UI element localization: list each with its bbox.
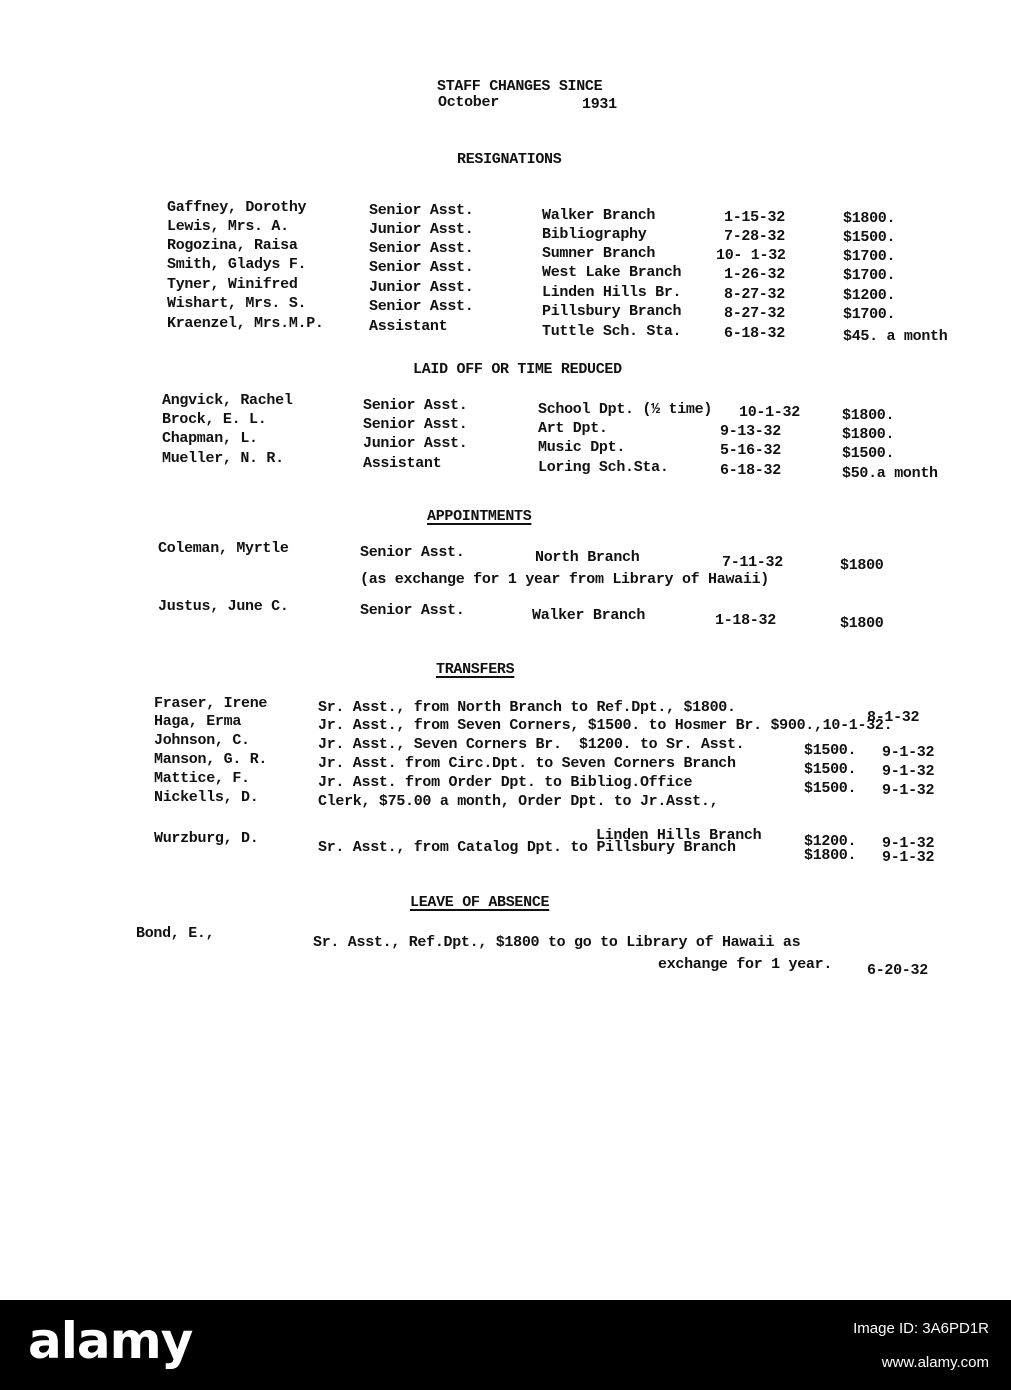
transfer-details: Jr. Asst. from Order Dpt. to Bibliog.Office <box>318 774 693 791</box>
transfer-salary: $1500. <box>804 780 857 797</box>
laid-off-salary: $1800. <box>842 426 895 443</box>
transfer-date: 8-1-32 <box>867 709 920 726</box>
resignation-date: 6-18-32 <box>724 325 785 342</box>
laid-off-department: School Dpt. (½ time) <box>538 401 713 418</box>
resignation-name: Smith, Gladys F. <box>167 256 307 273</box>
transfer-details: Jr. Asst., from Seven Corners, $1500. to Hosmer Br. $900.,10-1-32. <box>318 717 893 734</box>
laid-off-name: Mueller, N. R. <box>162 450 284 467</box>
leave-name: Bond, E., <box>136 925 215 942</box>
resignation-name: Kraenzel, Mrs.M.P. <box>167 315 324 332</box>
transfer-details: Linden Hills Branch <box>596 827 762 844</box>
transfer-salary: $1500. <box>804 742 857 759</box>
laid-off-department: Loring Sch.Sta. <box>538 459 669 476</box>
transfer-details: Clerk, $75.00 a month, Order Dpt. to Jr.Asst., <box>318 793 719 810</box>
appointment-position: Senior Asst. <box>360 544 465 561</box>
resignation-location: Pillsbury Branch <box>542 303 682 320</box>
heading-transfers: TRANSFERS <box>436 661 515 678</box>
resignation-location: West Lake Branch <box>542 264 682 281</box>
appointment-position: Senior Asst. <box>360 602 465 619</box>
laid-off-date: 10-1-32 <box>739 404 800 421</box>
resignation-salary: $1700. <box>843 267 896 284</box>
resignation-date: 10- 1-32 <box>716 247 786 264</box>
resignation-salary: $1700. <box>843 306 896 323</box>
transfer-salary: $1200. <box>804 833 857 850</box>
laid-off-salary: $50.a month <box>842 465 938 482</box>
laid-off-position: Senior Asst. <box>363 416 468 433</box>
transfer-date: 9-1-32 <box>882 835 935 852</box>
transfer-name: Mattice, F. <box>154 770 250 787</box>
appointment-salary: $1800 <box>840 615 884 632</box>
heading-laid-off: LAID OFF OR TIME REDUCED <box>413 361 622 378</box>
laid-off-salary: $1800. <box>842 407 895 424</box>
leave-line-2: exchange for 1 year. <box>658 956 833 973</box>
appointment-name: Coleman, Myrtle <box>158 540 289 557</box>
transfer-date: 9-1-32 <box>882 782 935 799</box>
transfer-date: 9-1-32 <box>882 849 935 866</box>
transfer-salary: $1500. <box>804 761 857 778</box>
transfer-date: 9-1-32 <box>882 744 935 761</box>
resignation-position: Junior Asst. <box>369 279 474 296</box>
heading-leave-of-absence: LEAVE OF ABSENCE <box>410 894 550 911</box>
stock-banner <box>0 1300 1011 1390</box>
resignation-salary: $45. a month <box>843 328 948 345</box>
resignation-date: 1-15-32 <box>724 209 785 226</box>
laid-off-date: 9-13-32 <box>720 423 781 440</box>
leave-line-1: Sr. Asst., Ref.Dpt., $1800 to go to Library of Hawaii as <box>313 934 801 951</box>
resignation-salary: $1700. <box>843 248 896 265</box>
laid-off-date: 5-16-32 <box>720 442 781 459</box>
resignation-date: 8-27-32 <box>724 286 785 303</box>
appointment-date: 7-11-32 <box>722 554 783 571</box>
leave-date: 6-20-32 <box>867 962 928 979</box>
title-month: October <box>438 94 499 111</box>
transfer-name: Fraser, Irene <box>154 695 268 712</box>
transfer-name: Nickells, D. <box>154 789 259 806</box>
laid-off-position: Senior Asst. <box>363 397 468 414</box>
resignation-name: Tyner, Winifred <box>167 276 298 293</box>
transfer-name: Haga, Erma <box>154 713 242 730</box>
resignation-location: Bibliography <box>542 226 647 243</box>
transfer-details: Sr. Asst., from Catalog Dpt. to Pillsbury Branch <box>318 839 736 856</box>
transfer-name: Johnson, C. <box>154 732 250 749</box>
resignation-position: Senior Asst. <box>369 202 474 219</box>
resignation-name: Gaffney, Dorothy <box>167 199 307 216</box>
transfer-name: Wurzburg, D. <box>154 830 259 847</box>
document-title: STAFF CHANGES SINCE <box>437 78 603 95</box>
laid-off-position: Assistant <box>363 455 442 472</box>
resignation-position: Senior Asst. <box>369 240 474 257</box>
resignation-position: Junior Asst. <box>369 221 474 238</box>
laid-off-name: Chapman, L. <box>162 430 258 447</box>
laid-off-date: 6-18-32 <box>720 462 781 479</box>
resignation-name: Rogozina, Raisa <box>167 237 298 254</box>
transfer-date: 9-1-32 <box>882 763 935 780</box>
resignation-position: Assistant <box>369 318 448 335</box>
appointment-branch: Walker Branch <box>532 607 646 624</box>
heading-appointments: APPOINTMENTS <box>427 508 532 525</box>
appointment-branch: North Branch <box>535 549 640 566</box>
laid-off-name: Angvick, Rachel <box>162 392 293 409</box>
heading-resignations: RESIGNATIONS <box>457 151 562 168</box>
alamy-logo: alamy <box>28 1312 193 1370</box>
resignation-location: Tuttle Sch. Sta. <box>542 323 682 340</box>
resignation-position: Senior Asst. <box>369 298 474 315</box>
resignation-salary: $1500. <box>843 229 896 246</box>
resignation-location: Walker Branch <box>542 207 656 224</box>
resignation-location: Linden Hills Br. <box>542 284 682 301</box>
resignation-salary: $1200. <box>843 287 896 304</box>
appointment-date: 1-18-32 <box>715 612 776 629</box>
appointment-salary: $1800 <box>840 557 884 574</box>
transfer-salary: $1800. <box>804 847 857 864</box>
resignation-date: 8-27-32 <box>724 305 785 322</box>
transfer-details: Jr. Asst., Seven Corners Br. $1200. to Sr. Asst. <box>318 736 745 753</box>
title-year: 1931 <box>582 96 617 113</box>
transfer-details: Sr. Asst., from North Branch to Ref.Dpt., $1800. <box>318 699 736 716</box>
laid-off-department: Art Dpt. <box>538 420 608 437</box>
resignation-date: 1-26-32 <box>724 266 785 283</box>
laid-off-department: Music Dpt. <box>538 439 626 456</box>
resignation-position: Senior Asst. <box>369 259 474 276</box>
transfer-name: Manson, G. R. <box>154 751 268 768</box>
resignation-salary: $1800. <box>843 210 896 227</box>
resignation-name: Wishart, Mrs. S. <box>167 295 307 312</box>
resignation-location: Sumner Branch <box>542 245 656 262</box>
image-id: Image ID: 3A6PD1R <box>853 1320 989 1337</box>
laid-off-salary: $1500. <box>842 445 895 462</box>
resignation-name: Lewis, Mrs. A. <box>167 218 289 235</box>
site-url: www.alamy.com <box>881 1354 989 1371</box>
appointment-note: (as exchange for 1 year from Library of Hawaii) <box>360 571 769 588</box>
laid-off-name: Brock, E. L. <box>162 411 267 428</box>
laid-off-position: Junior Asst. <box>363 435 468 452</box>
transfer-details: Jr. Asst. from Circ.Dpt. to Seven Corners Branch <box>318 755 736 772</box>
appointment-name: Justus, June C. <box>158 598 289 615</box>
resignation-date: 7-28-32 <box>724 228 785 245</box>
